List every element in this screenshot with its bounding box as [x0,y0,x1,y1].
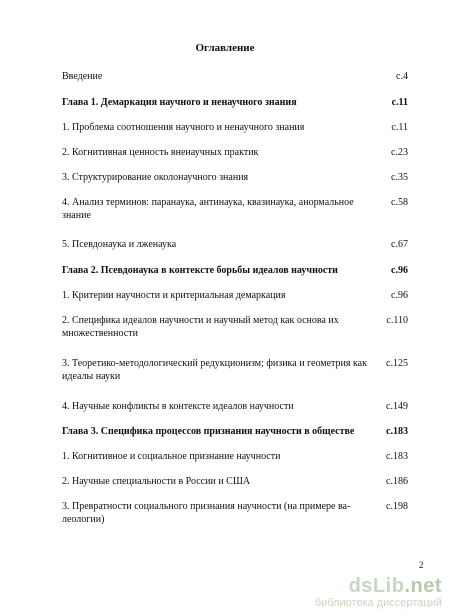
toc-entry-title: 4. Анализ терминов: паранаука, антинаука, квазинаука, анормальное знание [62,197,354,221]
toc-entry-page: с.183 [386,451,408,462]
toc-entry-page: с.58 [391,197,408,208]
toc-entry-page: с.11 [391,122,408,133]
toc-entry [62,475,408,488]
toc-entry-title: 1. Проблема соотношения научного и ненаучного знания [62,122,305,133]
toc-entry-title: 5. Псевдонаука и лженаука [62,239,177,250]
toc-entry [62,400,408,413]
toc-entry [62,121,408,134]
toc-entry-title: 3. Структурирование околонаучного знания [62,172,249,183]
toc-entry [62,450,408,463]
toc-entry-chapter-2 [62,264,408,277]
toc-entry [62,171,408,184]
toc-entry-page: с.183 [386,426,408,437]
toc-entry [62,357,408,383]
toc-entry [62,146,408,159]
toc-entry-title: 4. Научные конфликты в контексте идеалов научности [62,401,294,412]
dslib-logo [315,575,442,597]
toc-entry-title: 1. Когнитивное и социальное признание научности [62,451,281,462]
dslib-logo-tld: .net [404,575,442,597]
toc-entry-title: Глава 1. Демаркация научного и ненаучного знания [62,97,297,108]
toc-entry-title: 3. Превратности социального признания научности (на примере ва-леологии) [62,501,351,525]
toc-entry-page: с.149 [386,401,408,412]
toc-entry-title: 2. Специфика идеалов научности и научный метод как основа их множественности [62,315,339,339]
toc-entry [62,238,408,251]
toc-entry-page: с.11 [391,97,408,108]
toc-entry-page: с.67 [391,239,408,250]
toc-entry-title: 3. Теоретико-методологический редукционизм; физика и геометрия как идеалы науки [62,358,367,382]
toc-entry-page: с.125 [386,358,408,369]
toc-entry-page: с.198 [386,501,408,512]
toc-entry [62,500,408,526]
toc-entry-title: Глава 3. Специфика процессов признания научности в обществе [62,426,355,437]
toc-entry-title: 1. Критерии научности и критериальная демаркация [62,290,286,301]
toc-entry-page: с.35 [391,172,408,183]
toc-entry-page: с.110 [386,315,408,326]
dslib-tagline: библиотека диссертаций [314,597,442,609]
toc-title: Оглавление [195,42,255,54]
toc-entry-page: с.4 [396,71,408,82]
toc-entry-chapter-1 [62,96,408,109]
toc-entry-title: 2. Когнитивная ценность вненаучных практик [62,147,259,158]
toc-entry-page: с.96 [391,265,408,276]
toc-entry-introduction [62,70,408,83]
toc-entry-page: с.96 [391,290,408,301]
toc-entry-page: с.186 [386,476,408,487]
toc-entry [62,314,408,340]
toc-entry-title: 2. Научные специальности в России и США [62,476,251,487]
toc-entry [62,289,408,302]
toc-entry-title: Глава 2. Псевдонаука в контексте борьбы идеалов научности [62,265,338,276]
toc-entry-title: Введение [62,71,103,82]
page-number: 2 [419,560,424,570]
toc-entry-page: с.23 [391,147,408,158]
dslib-watermark [315,575,442,610]
dslib-logo-main: dsLib [348,575,405,597]
toc-entry [62,196,408,222]
toc-entry-chapter-3 [62,425,408,438]
